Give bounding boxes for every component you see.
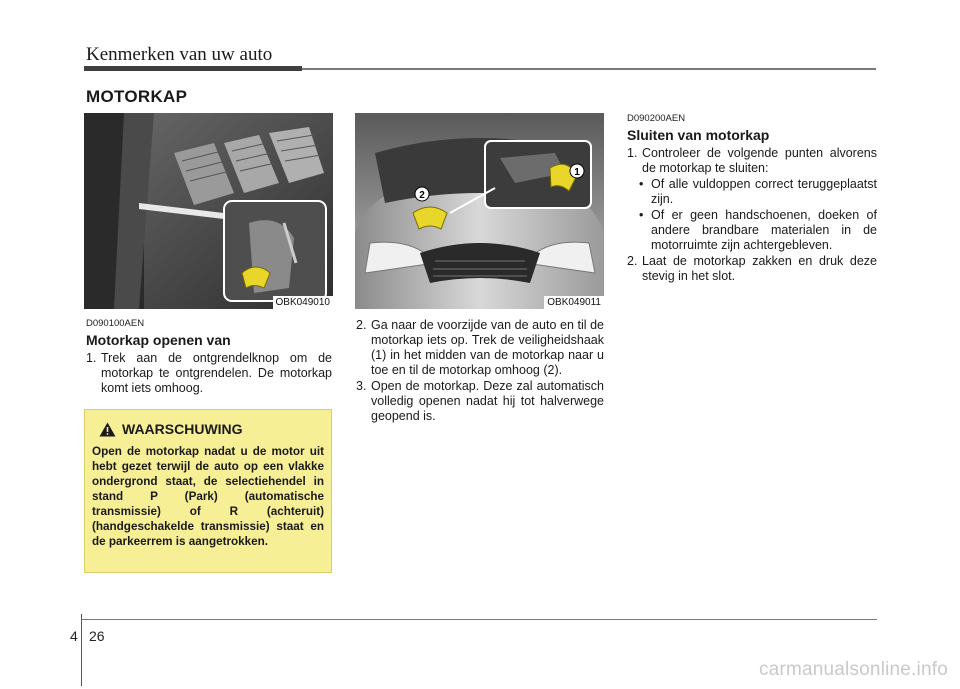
close-hood-section xyxy=(627,113,877,285)
bullet-text: Of er geen handschoenen, doeken of andere brandbare materialen in de motorruimte zijn achtergebleven. xyxy=(651,208,877,252)
section-code: D090200AEN xyxy=(627,113,686,124)
warning-title: WAARSCHUWING xyxy=(122,421,243,437)
open-hood-heading: Motorkap openen van xyxy=(86,332,231,348)
callout-2: 2 xyxy=(419,190,425,201)
open-hood-steps-continued xyxy=(356,318,604,425)
footer-rule xyxy=(81,619,877,620)
step-number: 1. xyxy=(86,351,97,365)
warning-header xyxy=(99,421,243,437)
open-hood-section xyxy=(86,318,332,397)
section-title: MOTORKAP xyxy=(86,87,188,106)
image-caption: OBK049010 xyxy=(273,296,334,309)
step-text: Trek aan de ontgrendelknop om de motorkap te ontgrendelen. De motorkap komt iets omhoog. xyxy=(101,351,332,395)
section-code: D090100AEN xyxy=(86,318,145,329)
step-number: 1. xyxy=(627,146,638,160)
warning-triangle-icon xyxy=(99,422,116,437)
step-number: 2. xyxy=(627,254,638,268)
step-3 xyxy=(356,379,604,424)
step-text: Open de motorkap. Deze zal automatisch volledig openen nadat hij tot halverwege geopend is. xyxy=(371,379,604,423)
bullet-mark: • xyxy=(639,177,644,191)
bullet-mark: • xyxy=(639,208,644,222)
image-caption: OBK049011 xyxy=(544,296,604,309)
step-2 xyxy=(356,318,604,378)
hood-latch-illustration xyxy=(355,113,604,309)
pedal-release-lever-illustration xyxy=(84,113,333,309)
page-header-title: Kenmerken van uw auto xyxy=(86,44,273,65)
step-number: 3. xyxy=(356,379,367,393)
warning-text: Open de motorkap nadat u de motor uit hebt gezet terwijl de auto op een vlakke ondergrond staat, de selectiehendel in stand P (Park) (automatische transmissie) of R (achteruit) (handgeschakelde transmissie) staat en de parkeerrem is aangetrokken. xyxy=(92,445,324,548)
close-step-2 xyxy=(627,254,877,284)
step-number: 2. xyxy=(356,318,367,332)
bullet-item xyxy=(627,177,877,207)
callout-1: 1 xyxy=(574,167,580,178)
bullet-text: Of alle vuldoppen correct teruggeplaatst zijn. xyxy=(651,177,877,206)
step-text: Laat de motorkap zakken en druk deze stevig in het slot. xyxy=(642,254,877,283)
close-step-1 xyxy=(627,146,877,176)
header-rule xyxy=(302,68,876,70)
hood-latch-image xyxy=(355,113,604,309)
step-text: Ga naar de voorzijde van de auto en til de motorkap iets op. Trek de veiligheidshaak (1) in het midden van de motorkap naar u toe en til de motorkap omhoog (2). xyxy=(371,318,604,377)
watermark: carmanualsonline.info xyxy=(758,659,948,680)
step-text: Controleer de volgende punten alvorens de motorkap te sluiten: xyxy=(642,146,877,175)
hood-release-image xyxy=(84,113,333,309)
bullet-item xyxy=(627,208,877,253)
warning-box xyxy=(84,409,332,573)
footer-vertical-rule xyxy=(81,614,82,686)
header-bar xyxy=(84,66,302,71)
step-1 xyxy=(86,351,332,396)
chapter-number: 4 xyxy=(70,628,78,644)
page-number: 26 xyxy=(89,628,105,644)
close-hood-heading: Sluiten van motorkap xyxy=(627,127,770,143)
